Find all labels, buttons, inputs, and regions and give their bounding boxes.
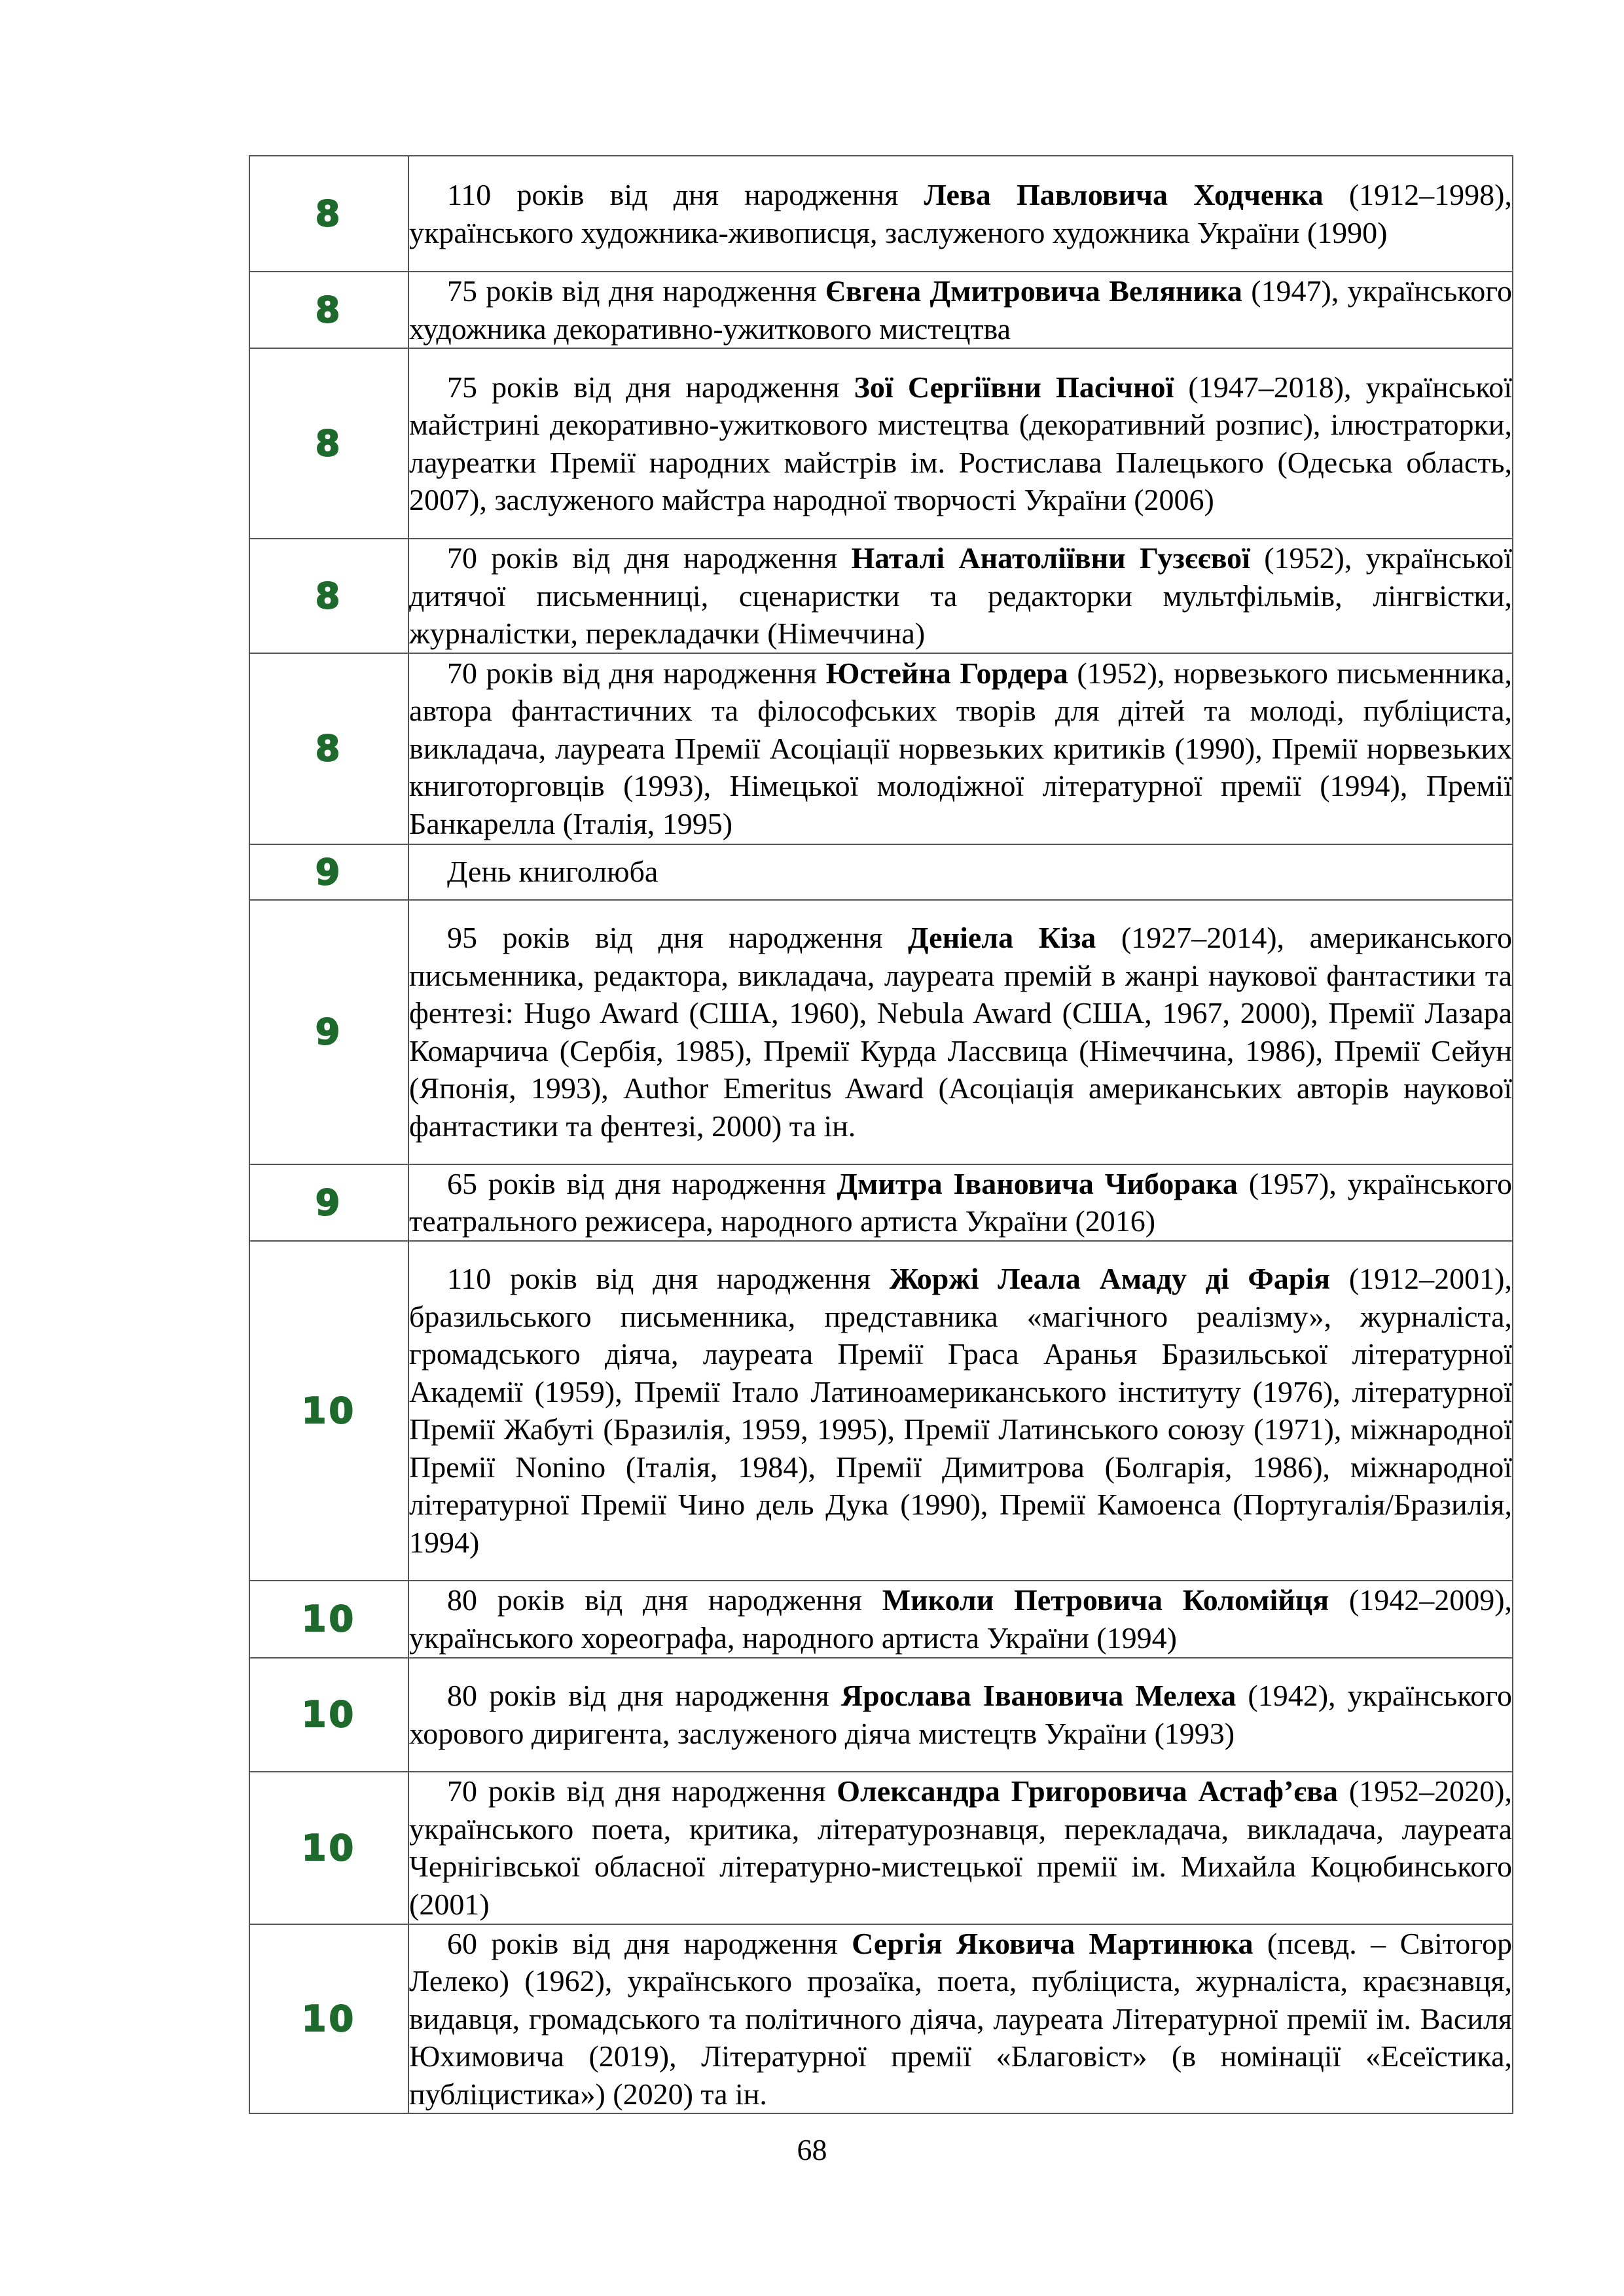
date-cell: 9 bbox=[249, 1164, 408, 1241]
description-text bbox=[409, 368, 1512, 519]
description-details: (1952), норвезького письменника, автора фантастичних та філософських творів для дітей та молоді, публіциста, викладача, лауреата Премії Асоціації норвезьких критиків (1990), Премії норвезьких книготорговців (1993), Німецької молодіжної літературної премії (1994), Премії Банкарелла (Італія, 1995) bbox=[409, 656, 1512, 840]
table-row bbox=[249, 653, 1513, 844]
person-name: Деніела Кіза bbox=[907, 921, 1096, 954]
description-cell bbox=[408, 156, 1513, 272]
description-details: (1952), української дитячої письменниці, сценаристки та редакторки мультфільмів, лінгвістки, журналістки, перекладачки (Німеччина) bbox=[409, 541, 1512, 650]
description-text bbox=[409, 919, 1512, 1145]
description-cell bbox=[408, 1658, 1513, 1772]
anniversary-table bbox=[249, 155, 1513, 2114]
person-name: Миколи Петровича Коломійця bbox=[882, 1583, 1329, 1617]
description-lead: 60 років від дня народження bbox=[447, 1926, 852, 1960]
description-details: (1947), українського художника декоративно-ужиткового мистецтва bbox=[409, 274, 1513, 346]
description-lead: 75 років від дня народження bbox=[447, 370, 854, 404]
description-details: (1947–2018), української майстрині декоративно-ужиткового мистецтва (декоративний розпис), ілюстраторки, лауреатки Премії народних майстрів ім. Ростислава Палецького (Одеська область, 2007), заслуженого майстра народної творчості України (2006) bbox=[409, 370, 1512, 516]
date-cell: 10 bbox=[249, 1772, 408, 1924]
description-cell bbox=[408, 1164, 1513, 1241]
person-name: Наталі Анатоліївни Гузєєвої bbox=[851, 541, 1250, 575]
description-lead: 110 років від дня народження bbox=[447, 1262, 890, 1295]
date-cell: 8 bbox=[249, 156, 408, 272]
table-row bbox=[249, 1924, 1513, 2114]
person-name: Євгена Дмитровича Веляника bbox=[825, 274, 1242, 308]
date-cell: 8 bbox=[249, 272, 408, 348]
description-cell bbox=[408, 653, 1513, 844]
table-row bbox=[249, 1772, 1513, 1924]
description-cell bbox=[408, 844, 1513, 900]
description-cell bbox=[408, 1241, 1513, 1581]
date-cell: 8 bbox=[249, 539, 408, 653]
description-text bbox=[409, 853, 1512, 891]
date-cell: 8 bbox=[249, 348, 408, 539]
date-cell: 10 bbox=[249, 1241, 408, 1581]
description-lead: 70 років від дня народження bbox=[447, 1774, 837, 1808]
description-lead: 75 років від дня народження bbox=[447, 274, 825, 308]
table-row bbox=[249, 348, 1513, 539]
description-text bbox=[409, 1260, 1512, 1561]
table-row bbox=[249, 844, 1513, 900]
table-row bbox=[249, 1658, 1513, 1772]
date-cell: 9 bbox=[249, 844, 408, 900]
description-lead: 70 років від дня народження bbox=[447, 541, 852, 575]
description-details: (1957), українського театрального режисера, народного артиста України (2016) bbox=[409, 1166, 1513, 1238]
description-lead: 65 років від дня народження bbox=[447, 1166, 837, 1200]
date-cell: 10 bbox=[249, 1924, 408, 2114]
description-cell bbox=[408, 539, 1513, 653]
person-name: Жоржі Леала Амаду ді Фарія bbox=[889, 1262, 1331, 1295]
description-details: (1942–2009), українського хореографа, народного артиста України (1994) bbox=[409, 1583, 1513, 1655]
description-lead: 95 років від дня народження bbox=[447, 921, 908, 954]
description-text bbox=[409, 1925, 1512, 2113]
description-lead: 80 років від дня народження bbox=[447, 1679, 841, 1712]
person-name: Сергія Яковича Мартинюка bbox=[852, 1926, 1254, 1960]
table-row bbox=[249, 156, 1513, 272]
date-cell: 9 bbox=[249, 900, 408, 1164]
table-row bbox=[249, 1241, 1513, 1581]
description-lead: 80 років від дня народження bbox=[447, 1583, 882, 1617]
person-name: Ярослава Івановича Мелеха bbox=[840, 1679, 1236, 1712]
description-text bbox=[409, 539, 1512, 653]
description-lead: 110 років від дня народження bbox=[447, 178, 924, 211]
description-cell bbox=[408, 1924, 1513, 2114]
description-lead: 70 років від дня народження bbox=[447, 656, 826, 690]
date-cell: 8 bbox=[249, 653, 408, 844]
table-row bbox=[249, 900, 1513, 1164]
person-name: Зої Сергіївни Пасічної bbox=[854, 370, 1174, 404]
description-text bbox=[409, 272, 1512, 348]
description-text bbox=[409, 1165, 1512, 1240]
description-cell bbox=[408, 1581, 1513, 1658]
description-cell bbox=[408, 348, 1513, 539]
description-text bbox=[409, 1772, 1512, 1923]
description-cell bbox=[408, 900, 1513, 1164]
description-text bbox=[409, 1581, 1512, 1657]
description-details: (1912–2001), бразильського письменника, представника «магічного реалізму», журналіста, громадського діяча, лауреата Премії Граса Аранья Бразильської літературної Академії (1959), Премії Італо Латиноамериканського інституту (1976), літературної Премії Жабуті (Бразилія, 1959, 1995), Премії Латинського союзу (1971), міжнародної Премії Nonino (Італія, 1984), Премії Димитрова (Болгарія, 1986), міжнародної літературної Премії Чино дель Дука (1990), Премії Камоенса (Португалія/Бразилія, 1994) bbox=[409, 1262, 1512, 1559]
description-details: (1942), українського хорового диригента, заслуженого діяча мистецтв України (1993) bbox=[409, 1679, 1512, 1750]
description-text bbox=[409, 655, 1512, 843]
table-row bbox=[249, 1164, 1513, 1241]
description-cell bbox=[408, 272, 1513, 348]
table-row bbox=[249, 272, 1513, 348]
description-details: (псевд. – Світогор Лелеко) (1962), українського прозаїка, поета, публіциста, журналіста, краєзнавця, видавця, громадського та політичного діяча, лауреата Літературної премії ім. Василя Юхимовича (2019), Літературної премії «Благовіст» (в номінації «Есеїстика, публіцистика») (2020) та ін. bbox=[409, 1926, 1512, 2111]
person-name: Дмитра Івановича Чиборака bbox=[837, 1166, 1238, 1200]
table-row bbox=[249, 539, 1513, 653]
person-name: Юстейна Гордера bbox=[825, 656, 1068, 690]
description-text bbox=[409, 176, 1512, 251]
date-cell: 10 bbox=[249, 1581, 408, 1658]
person-name: Олександра Григоровича Астаф’єва bbox=[837, 1774, 1339, 1808]
description-details: (1912–1998), українського художника-живописця, заслуженого художника України (1990) bbox=[409, 178, 1513, 249]
person-name: Лева Павловича Ходченка bbox=[924, 178, 1324, 211]
page-number: 68 bbox=[797, 2133, 827, 2166]
table-row bbox=[249, 1581, 1513, 1658]
description-details: (1927–2014), американського письменника, редактора, викладача, лауреата премій в жанрі наукової фантастики та фентезі: Hugo Award (США, 1960), Nebula Award (США, 1967, 2000), Премії Лазара Комарчича (Сербія, 1985), Премії Курда Лассвица (Німеччина, 1986), Премії Сейун (Японія, 1993), Author Emeritus Award (Асоціація американських авторів наукової фантастики та фентезі, 2000) та ін. bbox=[409, 921, 1512, 1143]
description-cell bbox=[408, 1772, 1513, 1924]
description-lead: День книголюба bbox=[447, 855, 659, 889]
description-details: (1952–2020), українського поета, критика, літературознавця, перекладача, викладача, лауреата Чернігівської обласної літературно-мистецької премії ім. Михайла Коцюбинського (2001) bbox=[409, 1774, 1513, 1921]
date-cell: 10 bbox=[249, 1658, 408, 1772]
description-text bbox=[409, 1677, 1512, 1752]
